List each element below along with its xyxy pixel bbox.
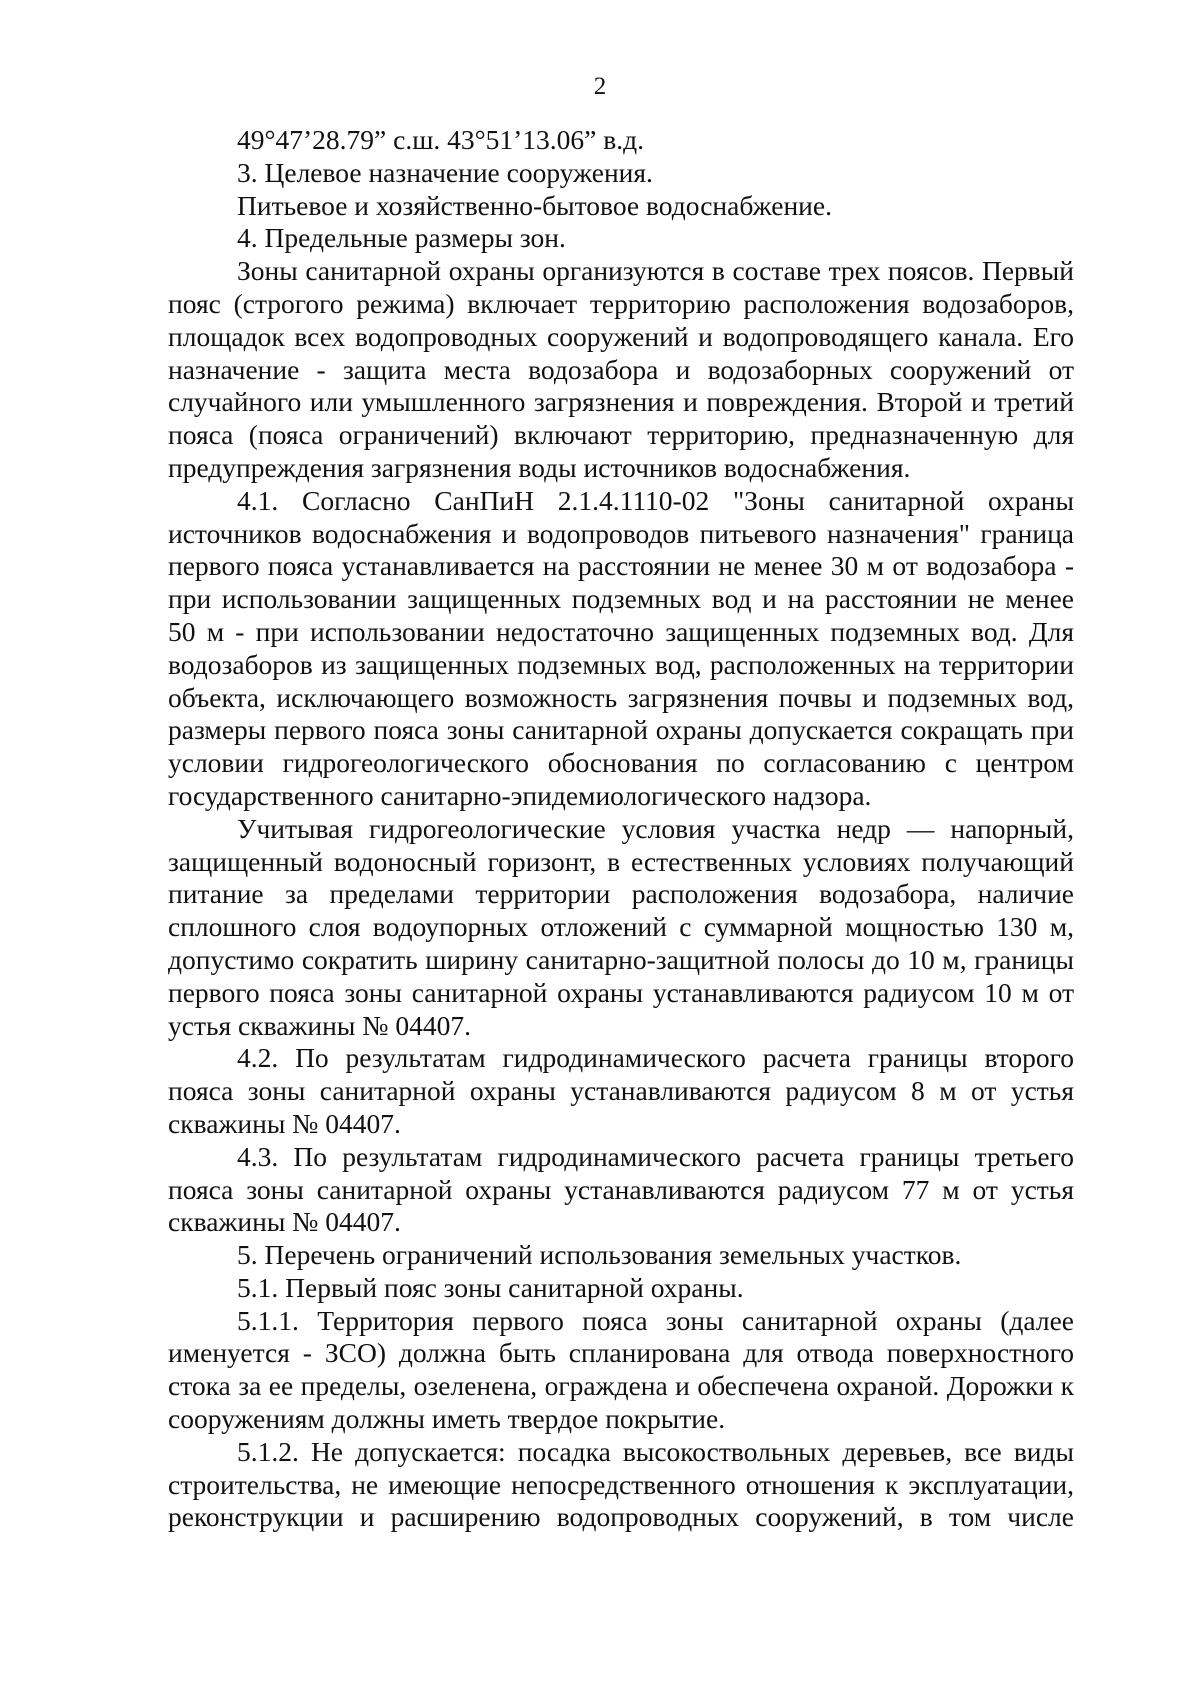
section-5-1-1-text: 5.1.1. Территория первого пояса зоны санитарной охраны (далее именуется - ЗСО) должна быть спланирована для отвода поверхностного стока за ее пределы, озеленена, ограждена и обеспечена охраной. Дорожки к сооружениям должны иметь твердое покрытие. (168, 1304, 1074, 1435)
section-3-heading: 3. Целевое назначение сооружения. (237, 156, 653, 188)
section-5-heading: 5. Перечень ограничений использования земельных участков. (237, 1239, 962, 1271)
page-number: 2 (593, 73, 607, 100)
document-body (168, 124, 1074, 1534)
section-5-1-2-text: 5.1.2. Не допускается: посадка высокоствольных деревьев, все виды строительства, не имеющие непосредственного отношения к эксплуатации, реконструкции и расширению водопроводных сооружений, в том числе (168, 1435, 1074, 1533)
section-4-heading: 4. Предельные размеры зон. (237, 222, 566, 254)
coordinates-paragraph: 49°47’28.79” с.ш. 43°51’13.06” в.д. (237, 124, 644, 155)
section-3-text: Питьевое и хозяйственно-бытовое водоснабжение. (237, 189, 832, 221)
section-4-1-text: 4.1. Согласно СанПиН 2.1.4.1110-02 "Зоны санитарной охраны источников водоснабжения и водопроводов питьевого назначения" граница первого пояса устанавливается на расстоянии не менее 30 м от водозабора - при использовании защищенных подземных вод и на расстоянии не менее 50 м - при использовании недостаточно защищенных подземных вод. Для водозаборов из защищенных подземных вод, расположенных на территории объекта, исключающего возможность загрязнения почвы и подземных вод, размеры первого пояса зоны санитарной охраны допускается сокращать при условии гидрогеологического обоснования по согласованию с центром государственного санитарно-эпидемиологического надзора. (168, 484, 1074, 811)
section-4-3-text: 4.3. По результатам гидродинамического расчета границы третьего пояса зоны санитарной охраны устанавливаются радиусом 77 м от устья скважины № 04407. (168, 1140, 1074, 1238)
section-4-1-continuation: Учитывая гидрогеологические условия участка недр — напорный, защищенный водоносный горизонт, в естественных условиях получающий питание за пределами территории расположения водозабора, наличие сплошного слоя водоупорных отложений с суммарной мощностью 130 м, допустимо сократить ширину санитарно-защитной полосы до 10 м, границы первого пояса зоны санитарной охраны устанавливаются радиусом 10 м от устья скважины № 04407. (168, 812, 1074, 1041)
section-4-2-text: 4.2. По результатам гидродинамического расчета границы второго пояса зоны санитарной охраны устанавливаются радиусом 8 м от устья скважины № 04407. (168, 1042, 1074, 1139)
section-5-1-heading: 5.1. Первый пояс зоны санитарной охраны. (237, 1271, 744, 1303)
section-4-text: Зоны санитарной охраны организуются в составе трех поясов. Первый пояс (строгого режима) включает территорию расположения водозаборов, площадок всех водопроводных сооружений и водопроводящего канала. Его назначение - защита места водозабора и водозаборных сооружений от случайного или умышленного загрязнения и повреждения. Второй и третий пояса (пояса ограничений) включают территорию, предназначенную для предупреждения загрязнения воды источников водоснабжения. (168, 255, 1074, 483)
